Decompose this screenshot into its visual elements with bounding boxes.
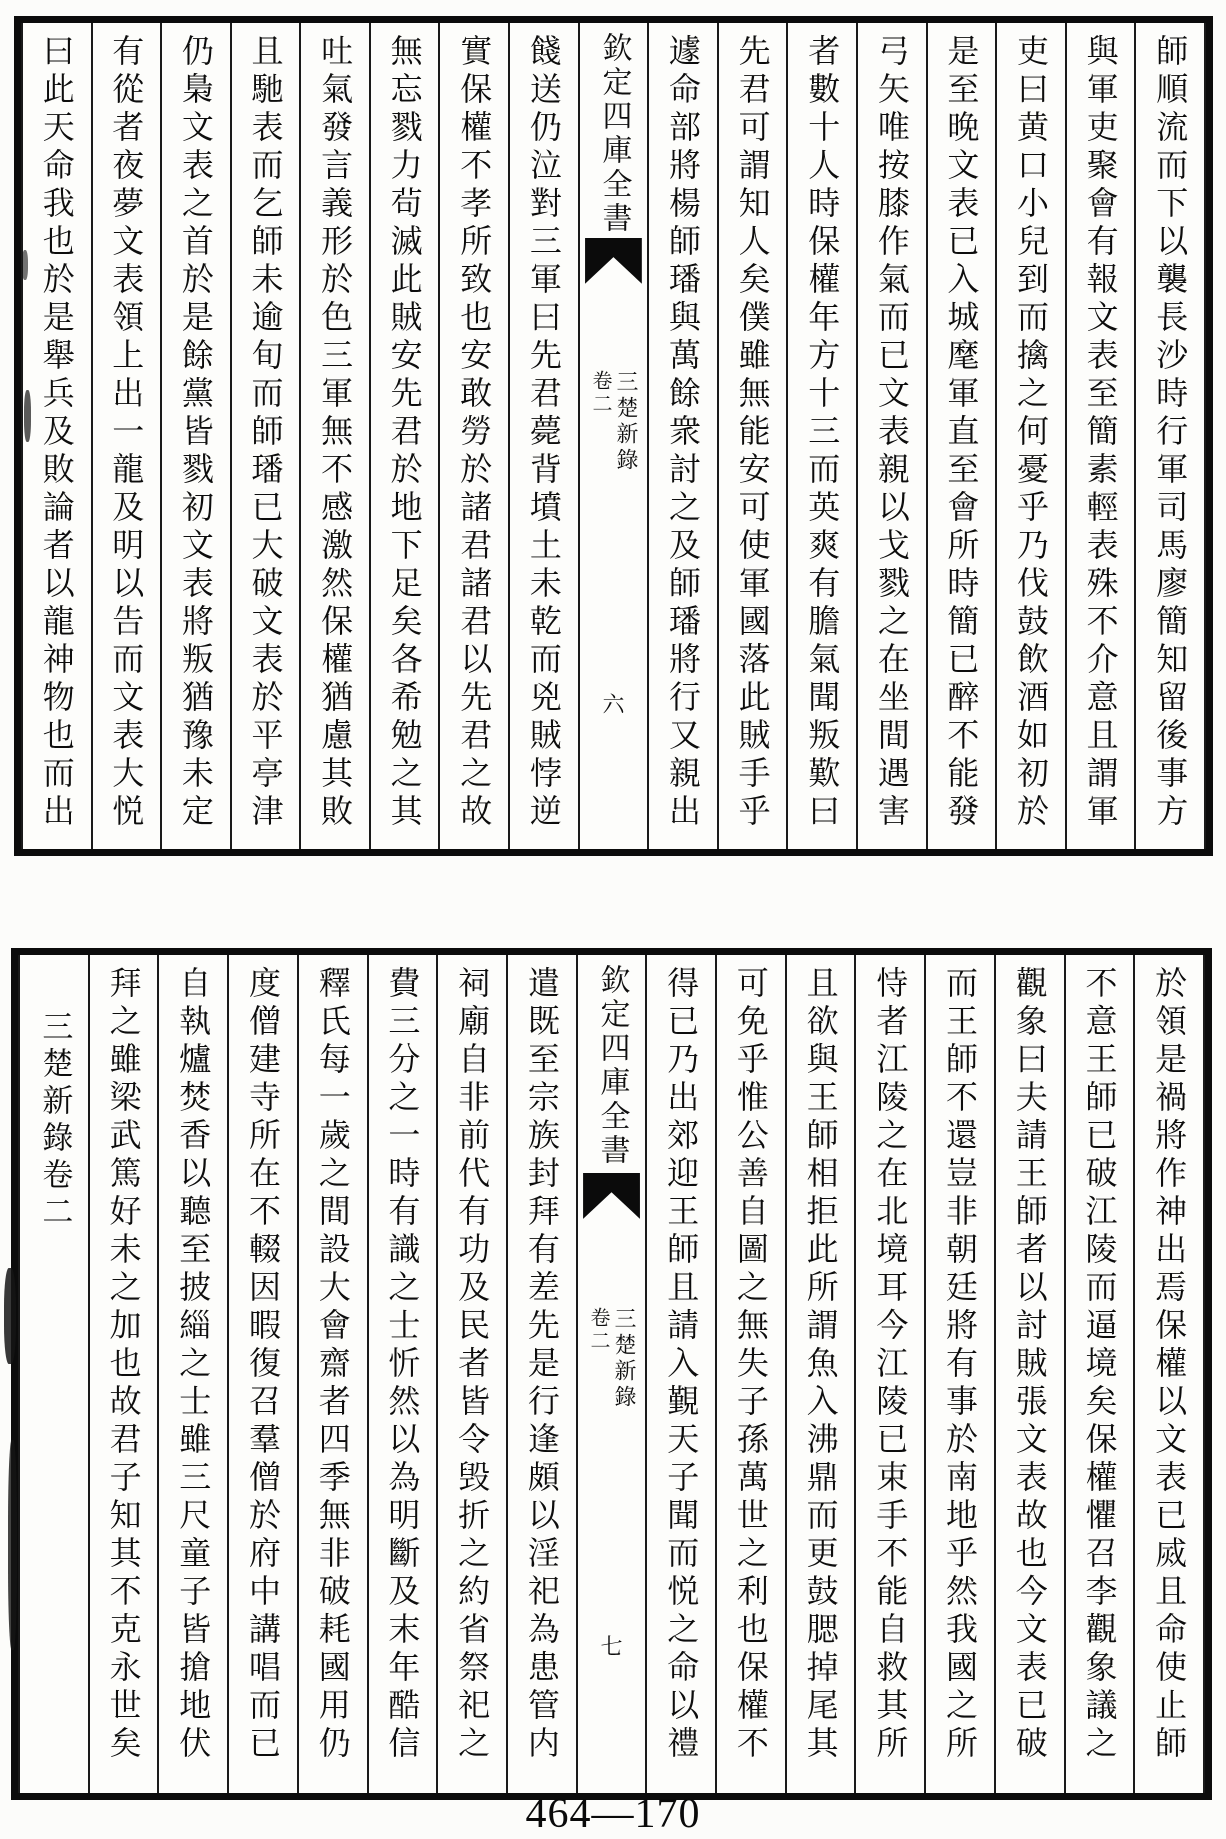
- text-column: [91, 23, 161, 849]
- text-column: [995, 23, 1065, 849]
- text-column: [647, 23, 717, 849]
- book-title: 三楚新錄: [611, 1306, 637, 1411]
- top-text-block: [14, 16, 1213, 856]
- series-title: 欽定四庫全書: [596, 32, 632, 236]
- scan-speck: [8, 1440, 17, 1650]
- text-column: [508, 23, 578, 849]
- bottom-text-block: [11, 948, 1212, 1800]
- column-text: 不意王師已破江陵而逼境矣保權懼召李觀象議之: [1080, 966, 1119, 1764]
- column-text: 且馳表而乞師未逾旬而師璠已大破文表於平亭津: [246, 34, 285, 832]
- text-column: [926, 23, 996, 849]
- text-column: [438, 23, 508, 849]
- series-title: 欽定四庫全書: [594, 964, 630, 1168]
- column-text: 曰此天命我也於是舉兵及敗論者以龍神物也而出: [37, 34, 76, 832]
- text-column: [21, 23, 91, 849]
- scan-speck: [4, 1268, 16, 1364]
- fishtail-icon: [583, 1173, 640, 1219]
- leaf-number: 六: [602, 692, 625, 718]
- column-text: 實保權不孝所致也安敢勞於諸君諸君以先君之故: [455, 34, 494, 832]
- center-book-title-group: [578, 1307, 646, 1411]
- text-column: [1064, 955, 1134, 1793]
- column-text: 遽命部將楊師璠與萬餘衆討之及師璠將行又親出: [664, 34, 703, 832]
- text-column: [436, 955, 506, 1793]
- column-text: 祠廟自非前代有功及民者皆令毁折之約省祭祀之: [453, 966, 492, 1764]
- text-column: [157, 955, 227, 1793]
- column-text: 度僧建寺所在不輟因暇復召羣僧於府中講唱而已: [244, 966, 282, 1764]
- column-text: 弓矢唯按膝作氣而已文表親以戈戮之在坐間遇害: [872, 34, 911, 832]
- column-text: 遣既至宗族封拜有差先是行逢頗以淫祀為患管内: [522, 966, 561, 1764]
- column-text: 費三分之一時有識之士忻然以為明斷及末年酷信: [383, 966, 422, 1764]
- text-column: [856, 23, 926, 849]
- text-column: [1065, 23, 1135, 849]
- folio-center-column: [576, 955, 646, 1793]
- text-column: [854, 955, 924, 1793]
- column-text: 於領是禍將作神出焉保權以文表已烕且命使止師: [1150, 966, 1189, 1764]
- column-text: 仍梟文表之首於是餘黨皆戮初文表將叛猶豫未定: [176, 34, 215, 832]
- column-text: 釋氏每一歲之間設大會齋者四季無非破耗國用仍: [313, 966, 352, 1764]
- column-text: 三楚新錄卷二: [36, 1010, 73, 1232]
- column-text: 有從者夜夢文表領上出一龍及明以告而文表大悦: [107, 34, 146, 832]
- text-column: [645, 955, 715, 1793]
- column-text: 與軍吏聚會有報文表至簡素輕表殊不介意且謂軍: [1081, 34, 1120, 832]
- text-column: [299, 23, 369, 849]
- column-text: 恃者江陵之在北境耳今江陵已束手不能自救其所: [871, 966, 910, 1764]
- text-column: [230, 23, 300, 849]
- column-text: 是至晚文表已入城麾軍直至會所時簡已醉不能發: [942, 34, 981, 832]
- text-column: [1134, 23, 1206, 849]
- center-book-title-group: [580, 370, 648, 474]
- text-column: [160, 23, 230, 849]
- column-text: 拜之雖梁武篤好未之加也故君子知其不克永世矣: [104, 966, 143, 1764]
- folio-center-column: [578, 23, 648, 849]
- chapter-label: 卷二: [587, 1306, 612, 1353]
- column-text: 無忘戮力茍滅此賊安先君於地下足矣各希勉之其: [385, 34, 424, 832]
- column-text: 觀象曰夫請王師者以討賊張文表故也今文表已破: [1010, 966, 1049, 1764]
- column-text: 吐氣發言義形於色三軍無不感激然保權猶慮其敗: [316, 34, 355, 832]
- text-column: [88, 955, 158, 1793]
- chapter-label: 卷二: [588, 369, 613, 416]
- text-column: [924, 955, 994, 1793]
- text-column: [369, 23, 439, 849]
- text-column: [786, 23, 856, 849]
- scan-speck: [24, 390, 31, 442]
- book-title: 三楚新錄: [612, 369, 638, 474]
- text-column: [715, 955, 785, 1793]
- column-text: 得已乃出郊迎王師且請入覲天子聞而悦之命以禮: [662, 966, 701, 1764]
- column-text: 者數十人時保權年方十三而英爽有膽氣聞叛歎曰: [803, 34, 842, 832]
- text-column: [1133, 955, 1205, 1793]
- column-text: 餞送仍泣對三軍曰先君薨背墳土未乾而兇賊悖逆: [524, 34, 563, 832]
- column-text: 且欲與王師相拒此所謂魚入沸鼎而更鼓腮掉尾其: [801, 966, 840, 1764]
- page-number: 464—170: [525, 1791, 701, 1837]
- chapter-end-title-column: [18, 955, 88, 1793]
- text-column: [506, 955, 576, 1793]
- column-text: 先君可謂知人矣僕雖無能安可使軍國落此賊手乎: [733, 34, 772, 832]
- text-column: [367, 955, 437, 1793]
- text-column: [785, 955, 855, 1793]
- text-column: [994, 955, 1064, 1793]
- column-text: 自執爐焚香以聽至披緇之士雖三尺童子皆搶地伏: [174, 966, 213, 1764]
- fishtail-icon: [585, 238, 642, 284]
- column-text: 吏曰黄口小兒到而擒之何憂乎乃伐鼓飲酒如初於: [1012, 34, 1051, 832]
- column-text: 師順流而下以襲長沙時行軍司馬廖簡知留後事方: [1151, 34, 1190, 832]
- text-column: [297, 955, 367, 1793]
- leaf-number: 七: [600, 1634, 623, 1660]
- text-column: [227, 955, 297, 1793]
- scan-speck: [22, 250, 28, 280]
- column-text: 而王師不還豈非朝廷將有事於南地乎然我國之所: [941, 966, 980, 1764]
- column-text: 可免乎惟公善自圖之無失子孫萬世之利也保權不: [731, 966, 770, 1764]
- text-column: [717, 23, 787, 849]
